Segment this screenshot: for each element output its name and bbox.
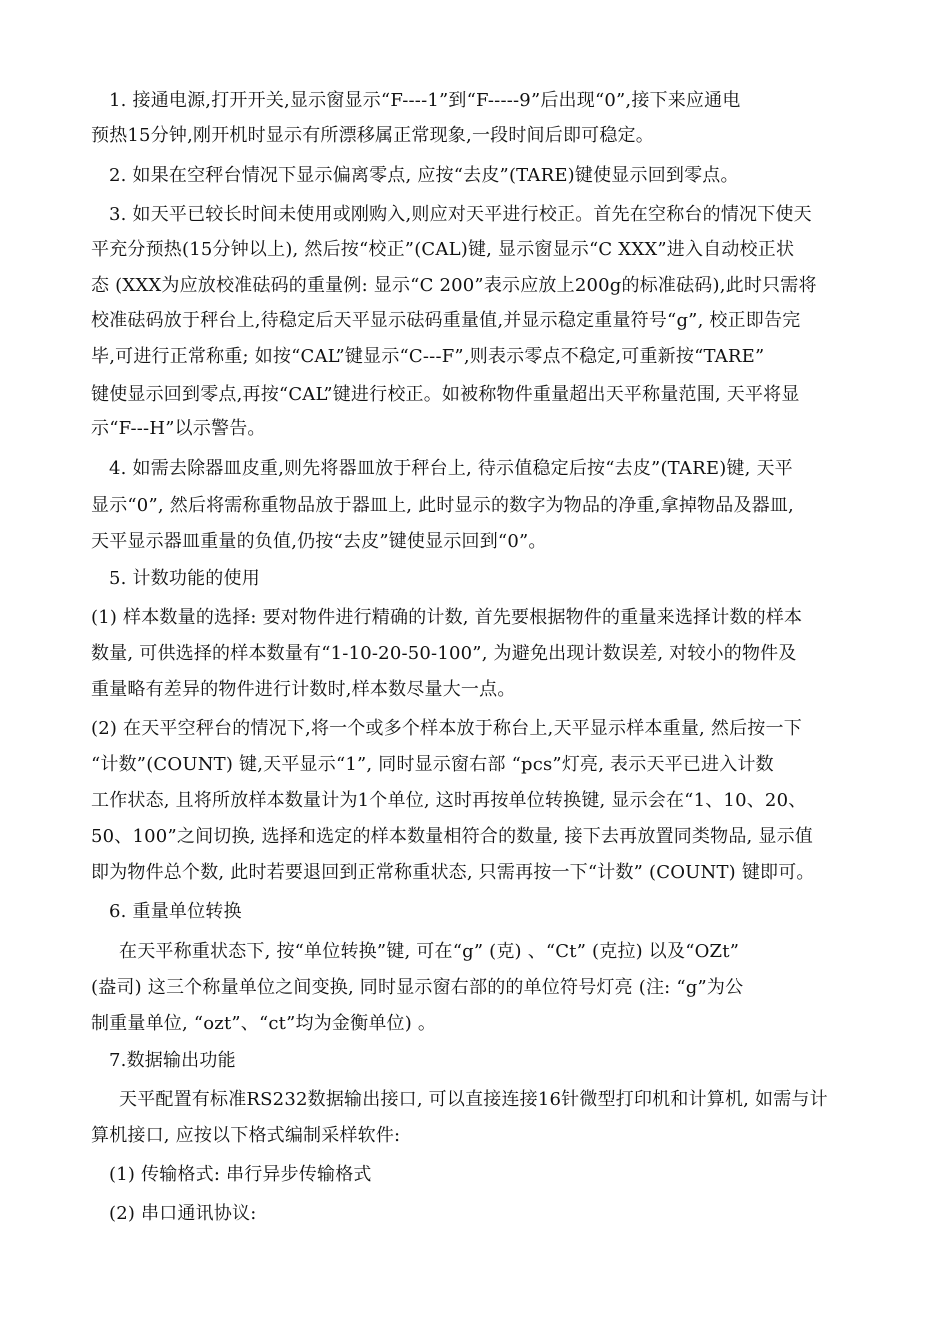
text-line-21: 50、100”之间切换, 选择和选定的样本数量相符合的数量, 接下去再放置同类物品, 显示值 — [91, 826, 813, 847]
text-line-13: 天平显示器皿重量的负值,仍按“去皮”键使显示回到“0”。 — [91, 531, 547, 552]
text-line-2: 预热15分钟,刚开机时显示有所漂移属正常现象,一段时间后即可稳定。 — [91, 125, 654, 146]
section-heading-7: 7.数据输出功能 — [109, 1050, 236, 1071]
text-line-12: 显示“0”, 然后将需称重物品放于器皿上, 此时显示的数字为物品的净重,拿掉物品及器皿, — [91, 495, 794, 516]
text-line-18: (2) 在天平空秤台的情况下,将一个或多个样本放于称台上,天平显示样本重量, 然后按一下 — [91, 718, 802, 739]
text-line-20: 工作状态, 且将所放样本数量计为1个单位, 这时再按单位转换键, 显示会在“1、10、20、 — [91, 790, 807, 811]
text-line-4: 3. 如天平已较长时间未使用或刚购入,则应对天平进行校正。首先在空称台的情况下使天 — [109, 204, 812, 225]
text-line-9: 键使显示回到零点,再按“CAL”键进行校正。如被称物件重量超出天平称量范围, 天平将显 — [91, 384, 800, 405]
text-line-28: 天平配置有标准RS232数据输出接口, 可以直接连接16针微型打印机和计算机, 如需与计 — [119, 1089, 828, 1110]
text-line-17: 重量略有差异的物件进行计数时,样本数尽量大一点。 — [91, 679, 516, 700]
text-line-29: 算机接口, 应按以下格式编制采样软件: — [91, 1125, 401, 1146]
text-line-7: 校准砝码放于秤台上,待稳定后天平显示砝码重量值,并显示稳定重量符号“g”, 校正即告完 — [91, 310, 801, 331]
section-heading-6: 6. 重量单位转换 — [109, 901, 242, 922]
text-line-15: (1) 样本数量的选择: 要对物件进行精确的计数, 首先要根据物件的重量来选择计数的样本 — [91, 607, 803, 628]
text-line-16: 数量, 可供选择的样本数量有“1-10-20-50-100”, 为避免出现计数误差, 对较小的物件及 — [91, 643, 797, 664]
text-line-6: 态 (XXX为应放校准砝码的重量例: 显示“C 200”表示应放上200g的标准砝码),此时只需将 — [91, 275, 817, 296]
text-line-10: 示“F---H”以示警告。 — [91, 418, 266, 439]
text-line-26: 制重量单位, “ozt”、“ct”均为金衡单位) 。 — [91, 1013, 437, 1034]
text-line-1: 1. 接通电源,打开开关,显示窗显示“F----1”到“F-----9”后出现“0”,接下来应通电 — [109, 90, 741, 111]
text-line-31: (2) 串口通讯协议: — [109, 1203, 257, 1224]
text-line-19: “计数”(COUNT) 键,天平显示“1”, 同时显示窗右部 “pcs”灯亮, 表示天平已进入计数 — [91, 754, 774, 775]
text-line-24: 在天平称重状态下, 按“单位转换”键, 可在“g” (克) 、“Ct” (克拉) 以及“OZt” — [119, 941, 740, 962]
text-line-11: 4. 如需去除器皿皮重,则先将器皿放于秤台上, 待示值稳定后按“去皮”(TARE)键, 天平 — [109, 458, 793, 479]
text-line-3: 2. 如果在空秤台情况下显示偏离零点, 应按“去皮”(TARE)键使显示回到零点。 — [109, 165, 739, 186]
text-line-5: 平充分预热(15分钟以上), 然后按“校正”(CAL)键, 显示窗显示“C XXX”进入自动校正状 — [91, 239, 795, 260]
text-line-22: 即为物件总个数, 此时若要退回到正常称重状态, 只需再按一下“计数” (COUNT) 键即可。 — [91, 862, 815, 883]
text-line-25: (盎司) 这三个称量单位之间变换, 同时显示窗右部的的单位符号灯亮 (注: “g”为公 — [91, 977, 744, 998]
text-line-8: 毕,可进行正常称重; 如按“CAL”键显示“C---F”,则表示零点不稳定,可重新按“TARE” — [91, 346, 765, 367]
text-line-30: (1) 传输格式: 串行异步传输格式 — [109, 1164, 372, 1185]
section-heading-5: 5. 计数功能的使用 — [109, 568, 260, 589]
